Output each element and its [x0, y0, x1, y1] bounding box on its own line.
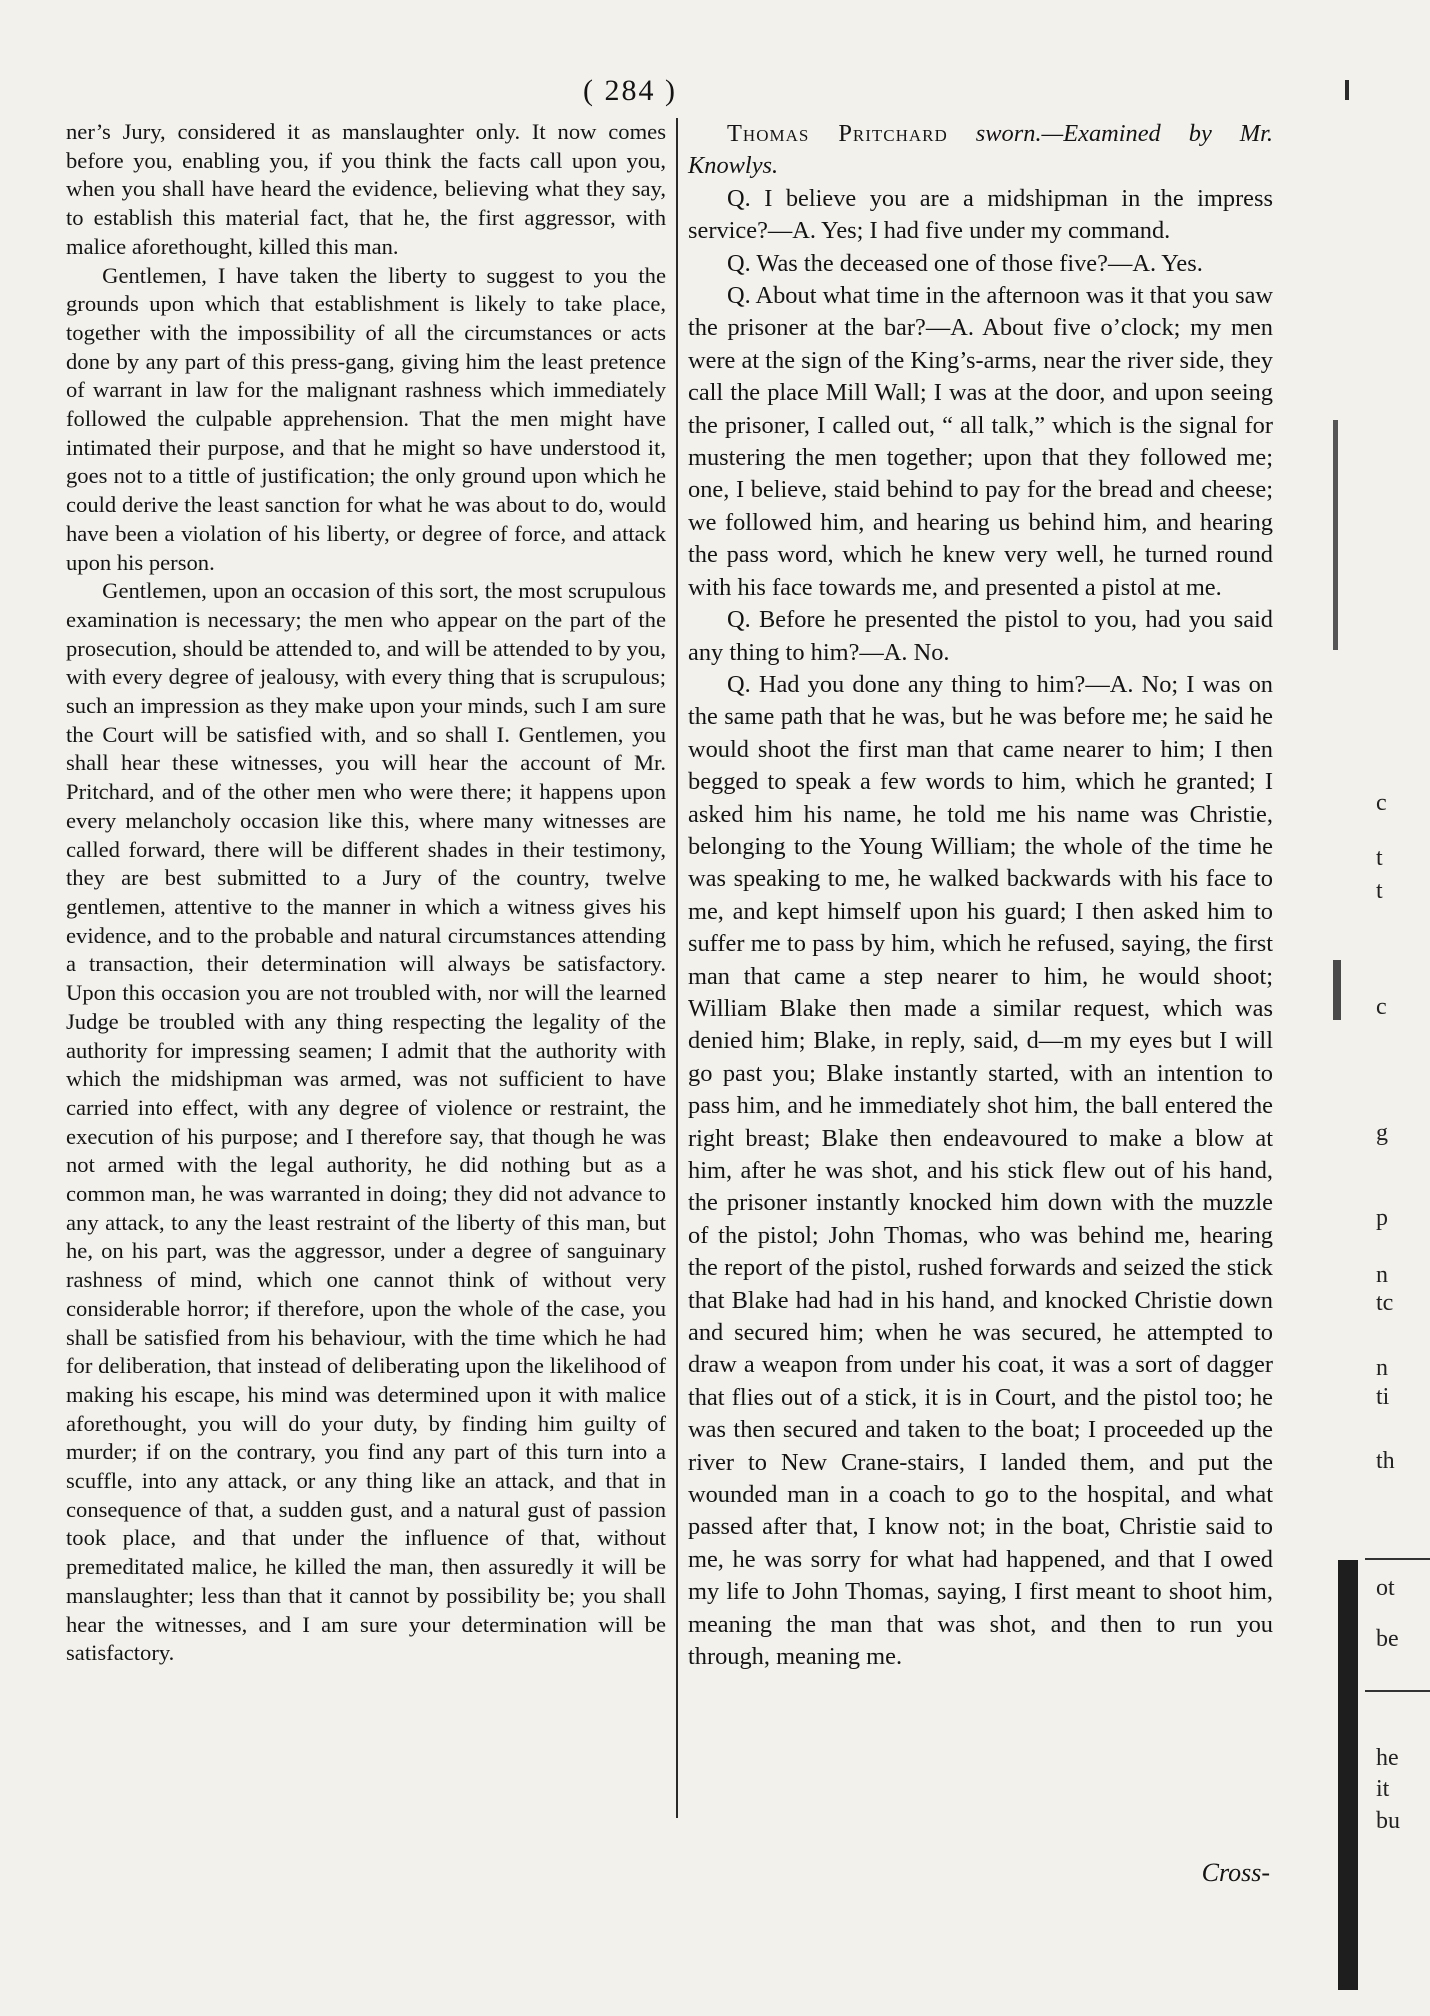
margin-fragment: p	[1376, 1205, 1388, 1231]
margin-fragment: th	[1376, 1448, 1395, 1474]
margin-fragment: ti	[1376, 1384, 1390, 1410]
margin-rule	[1365, 1558, 1430, 1560]
page-number: ( 284 )	[583, 74, 677, 107]
margin-fragment: t	[1376, 845, 1383, 871]
column-rule	[676, 118, 678, 1818]
right-paragraph-1: Q. I believe you are a midshipman in the impress service?—A. Yes; I had five under my command.	[688, 184, 1273, 245]
gutter-mark	[1333, 420, 1338, 650]
left-paragraph-1: ner’s Jury, considered it as manslaughter only. It now comes before you, enabling you, if you think the facts call upon you, when you shall have heard the evidence, believing what they say, to establish this material fact, that he, the first aggressor, with malice aforethought, killed this man.	[66, 119, 666, 259]
margin-fragment: ot	[1376, 1575, 1395, 1601]
margin-fragment: g	[1376, 1120, 1388, 1146]
margin-fragment: t	[1376, 878, 1383, 904]
margin-fragment: c	[1376, 790, 1387, 816]
margin-fragment: n	[1376, 1262, 1388, 1288]
left-paragraph-3: Gentlemen, upon an occasion of this sort, the most scrupulous examination is necessary; the men who appear on the part of the prosecution, should be attended to, and will be attended to by you, with every degree of jealousy, with every thing that is scrupulous; such an impression as they make upon your minds, such I am sure the Court will be satisfied with, and so shall I. Gentlemen, you shall hear these witnesses, you will hear the account of Mr. Pritchard, and of the other men who were there; it happens upon every melancholy occasion like this, where many witnesses are called forward, there will be different shades in their testimony, they are best submitted to a Jury of the country, twelve gentlemen, attentive to the manner in which a witness gives his evidence, and to the probable and natural circumstances attending a transaction, their determination will always be satisfactory. Upon this occasion you are not troubled with, nor will the learned Judge be troubled with any thing respecting the legality of the authority for impressing seamen; I admit that the authority with which the midshipman was armed, was not sufficient to have carried into effect, with any degree of violence or restraint, the execution of his purpose; and I therefore say, that though he was not armed with the legal authority, he did nothing but as a common man, he was warranted in doing; they did not advance to any attack, to any the least restraint of the liberty of this man, but he, on his part, was the aggressor, under a degree of sanguinary rashness of mind, which one cannot think of without very considerable horror; if therefore, upon the whole of the case, you shall be satisfied from his behaviour, with the time which he had for deliberation, that instead of deliberating upon the likelihood of making his escape, his mind was determined upon it with malice aforethought, you will do your duty, by finding him guilty of murder; if on the contrary, you find any part of this turn into a scuffle, into any attack, or any thing like an attack, and that in consequence of that, a sudden gust, and a natural gust of passion took place, and that under the influence of that, without premeditated malice, he killed the man, then assuredly it will be manslaughter; less than that it cannot by possibility be; you shall hear the witnesses, and I am sure your determination will be satisfactory.	[66, 578, 666, 1666]
catchword: Cross-	[1201, 1858, 1270, 1887]
gutter-mark	[1345, 80, 1349, 100]
right-column	[688, 118, 1273, 1674]
left-column	[66, 118, 666, 1668]
margin-fragment: be	[1376, 1626, 1399, 1652]
margin-rule	[1365, 1690, 1430, 1692]
right-paragraph-4: Q. Before he presented the pistol to you, had you said any thing to him?—A. No.	[688, 606, 1273, 666]
margin-fragment: n	[1376, 1355, 1388, 1381]
gutter-mark	[1338, 1560, 1358, 1990]
margin-fragment: tc	[1376, 1290, 1394, 1316]
margin-fragment: c	[1376, 994, 1387, 1020]
left-paragraph-2: Gentlemen, I have taken the liberty to suggest to you the grounds upon which that establishment is likely to take place, together with the impossibility of all the circumstances or acts done by any part of this press-gang, giving him the least pretence of warrant in law for the malignant rashness which immediately followed the culpable apprehension. That the men might have intimated their purpose, and that he might so have understood it, goes not to a tittle of justification; the only ground upon which he could derive the least sanction for what he was about to do, would have been a violation of his liberty, or degree of force, and attack upon his person.	[66, 262, 666, 575]
witness-heading	[688, 118, 1273, 183]
right-paragraph-5: Q. Had you done any thing to him?—A. No; I was on the same path that he was, but he was before me; he said he would shoot the first man that came nearer to him; I then begged to speak a few words to him, which he granted; I asked him his name, he told me his name was Christie, belonging to the Young William; the whole of the time he was speaking to me, he walked backwards with his face to me, and kept himself upon his guard; I then asked him to suffer me to pass by him, which he refused, saying, the first man that came a step nearer to him, he would shoot; William Blake then made a similar request, which was denied him; Blake, in reply, said, d—m my eyes but I will go past you; Blake instantly started, with an intention to pass him, and he immediately shot him, the ball entered the right breast; Blake then endeavoured to make a blow at him, after he was shot, and his stick flew out of his hand, the prisoner instantly knocked him down with the muzzle of the pistol; John Thomas, who was behind me, hearing the report of the pistol, rushed forwards and seized the stick that Blake had had in his hand, and knocked Christie down and secured him; when he was secured, he attempted to draw a weapon from under his coat, it was a sort of dagger that flies out of a stick, it is in Court, and the pistol too; he was then secured and taken to the boat; I proceeded up the river to New Crane-stairs, I landed them, and put the wounded man in a coach to go to the hospital, and what passed after that, I know not; in the boat, Christie said to me, he was sorry for what had happened, and that I owed my life to John Thomas, saying, I first meant to shoot him, meaning the man that was shot, and then to run you through, meaning me.	[688, 670, 1273, 1671]
margin-fragment: bu	[1376, 1808, 1400, 1834]
margin-fragment: he	[1376, 1745, 1399, 1771]
margin-fragment: it	[1376, 1776, 1390, 1802]
right-paragraph-2: Q. Was the deceased one of those five?—A. Yes.	[727, 249, 1203, 277]
witness-name: Thomas Pritchard	[727, 120, 948, 147]
gutter-mark	[1333, 960, 1341, 1020]
right-paragraph-3: Q. About what time in the afternoon was it that you saw the prisoner at the bar?—A. About five o’clock; my men were at the sign of the King’s-arms, near the river side, they call the place Mill Wall; I was at the door, and upon seeing the prisoner, I called out, “ all talk,” which is the signal for mustering the men together; upon that they followed me; one, I believe, staid behind to pay for the bread and cheese; we followed him, and hearing us behind him, and hearing the pass word, which he knew very well, he turned round with his face towards me, and presented a pistol at me.	[688, 282, 1274, 601]
witness-intro: sworn.—Examined by Mr. Knowlys.	[688, 120, 1273, 180]
